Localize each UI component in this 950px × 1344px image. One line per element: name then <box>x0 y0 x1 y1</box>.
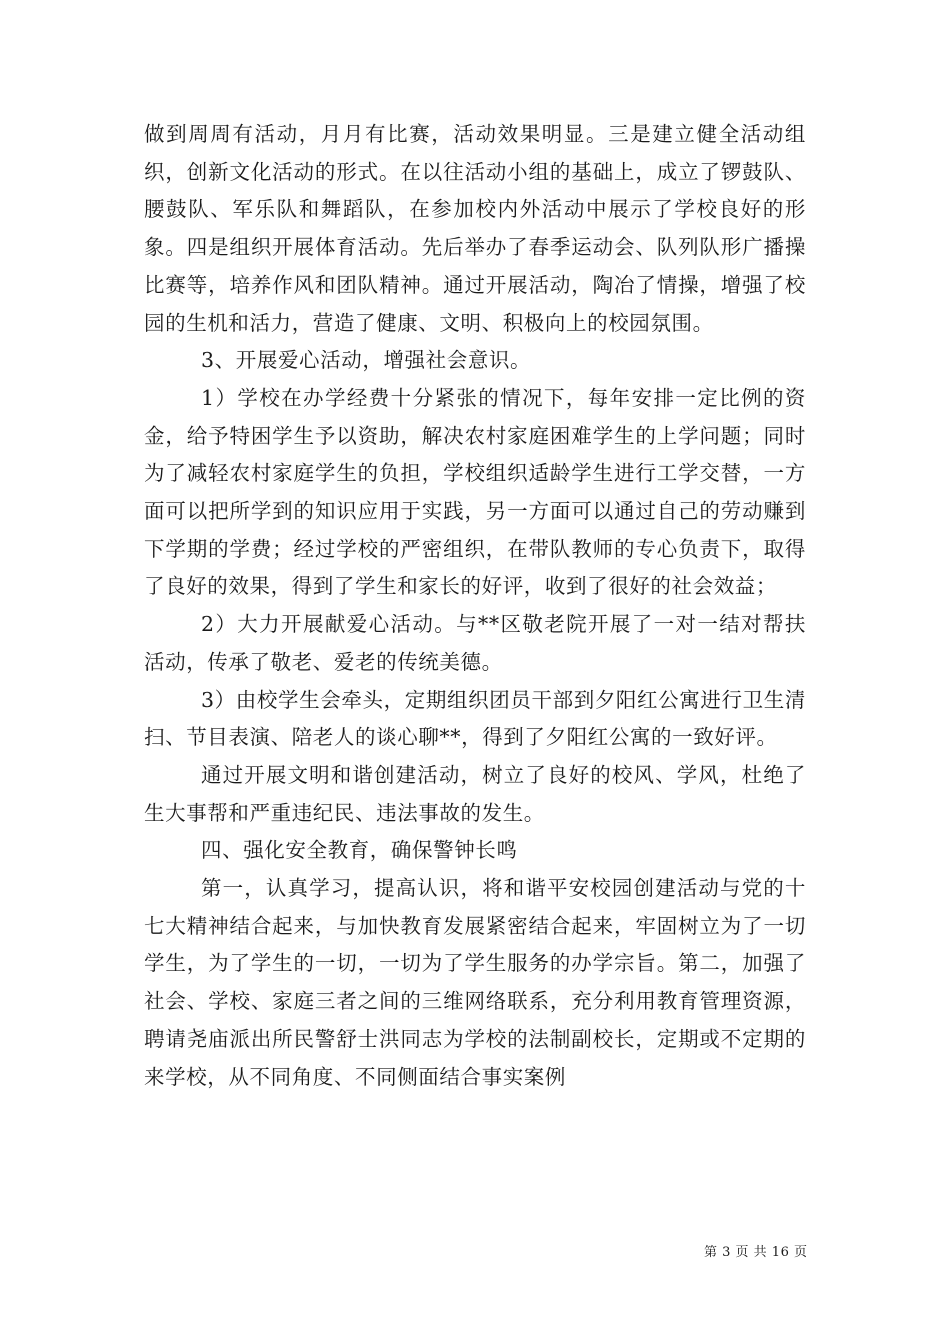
paragraph-4: 2）大力开展献爱心活动。与**区敬老院开展了一对一结对帮扶活动，传承了敬老、爱老的传统美德。 <box>144 612 806 674</box>
paragraph-8: 第一，认真学习，提高认识，将和谐平安校园创建活动与党的十七大精神结合起来，与加快教育发展紧密结合起来，牢固树立为了一切学生，为了学生的一切，一切为了学生服务的办学宗旨。第二，加强了社会、学校、家庭三者之间的三维网络联系，充分利用教育管理资源，聘请尧庙派出所民警舒士洪同志为学校的法制副校长，定期或不定期的来学校，从不同角度、不同侧面结合事实案例 <box>144 876 806 1089</box>
document-body <box>144 116 806 1096</box>
paragraph-7-heading: 四、强化安全教育，确保警钟长鸣 <box>201 838 518 863</box>
paragraph-2-heading: 3、开展爱心活动，增强社会意识。 <box>201 348 532 373</box>
paragraph-1: 做到周周有活动，月月有比赛，活动效果明显。三是建立健全活动组织，创新文化活动的形式。在以往活动小组的基础上，成立了锣鼓队、腰鼓队、军乐队和舞蹈队，在参加校内外活动中展示了学校良好的形象。四是组织开展体育活动。先后举办了春季运动会、队列队形广播操比赛等，培养作风和团队精神。通过开展活动，陶冶了情操，增强了校园的生机和活力，营造了健康、文明、积极向上的校园氛围。 <box>144 122 806 335</box>
paragraph-3: 1）学校在办学经费十分紧张的情况下，每年安排一定比例的资金，给予特困学生予以资助，解决农村家庭困难学生的上学问题；同时为了减轻农村家庭学生的负担，学校组织适龄学生进行工学交替，一方面可以把所学到的知识应用于实践，另一方面可以通过自己的劳动赚到下学期的学费；经过学校的严密组织，在带队教师的专心负责下，取得了良好的效果，得到了学生和家长的好评，收到了很好的社会效益； <box>144 385 806 599</box>
page-number-footer: 第 3 页 共 16 页 <box>704 1245 808 1260</box>
paragraph-6: 通过开展文明和谐创建活动，树立了良好的校风、学风，杜绝了生大事帮和严重违纪民、违法事故的发生。 <box>144 762 806 825</box>
paragraph-5: 3）由校学生会牵头，定期组织团员干部到夕阳红公寓进行卫生清扫、节目表演、陪老人的谈心聊**，得到了夕阳红公寓的一致好评。 <box>144 687 806 750</box>
